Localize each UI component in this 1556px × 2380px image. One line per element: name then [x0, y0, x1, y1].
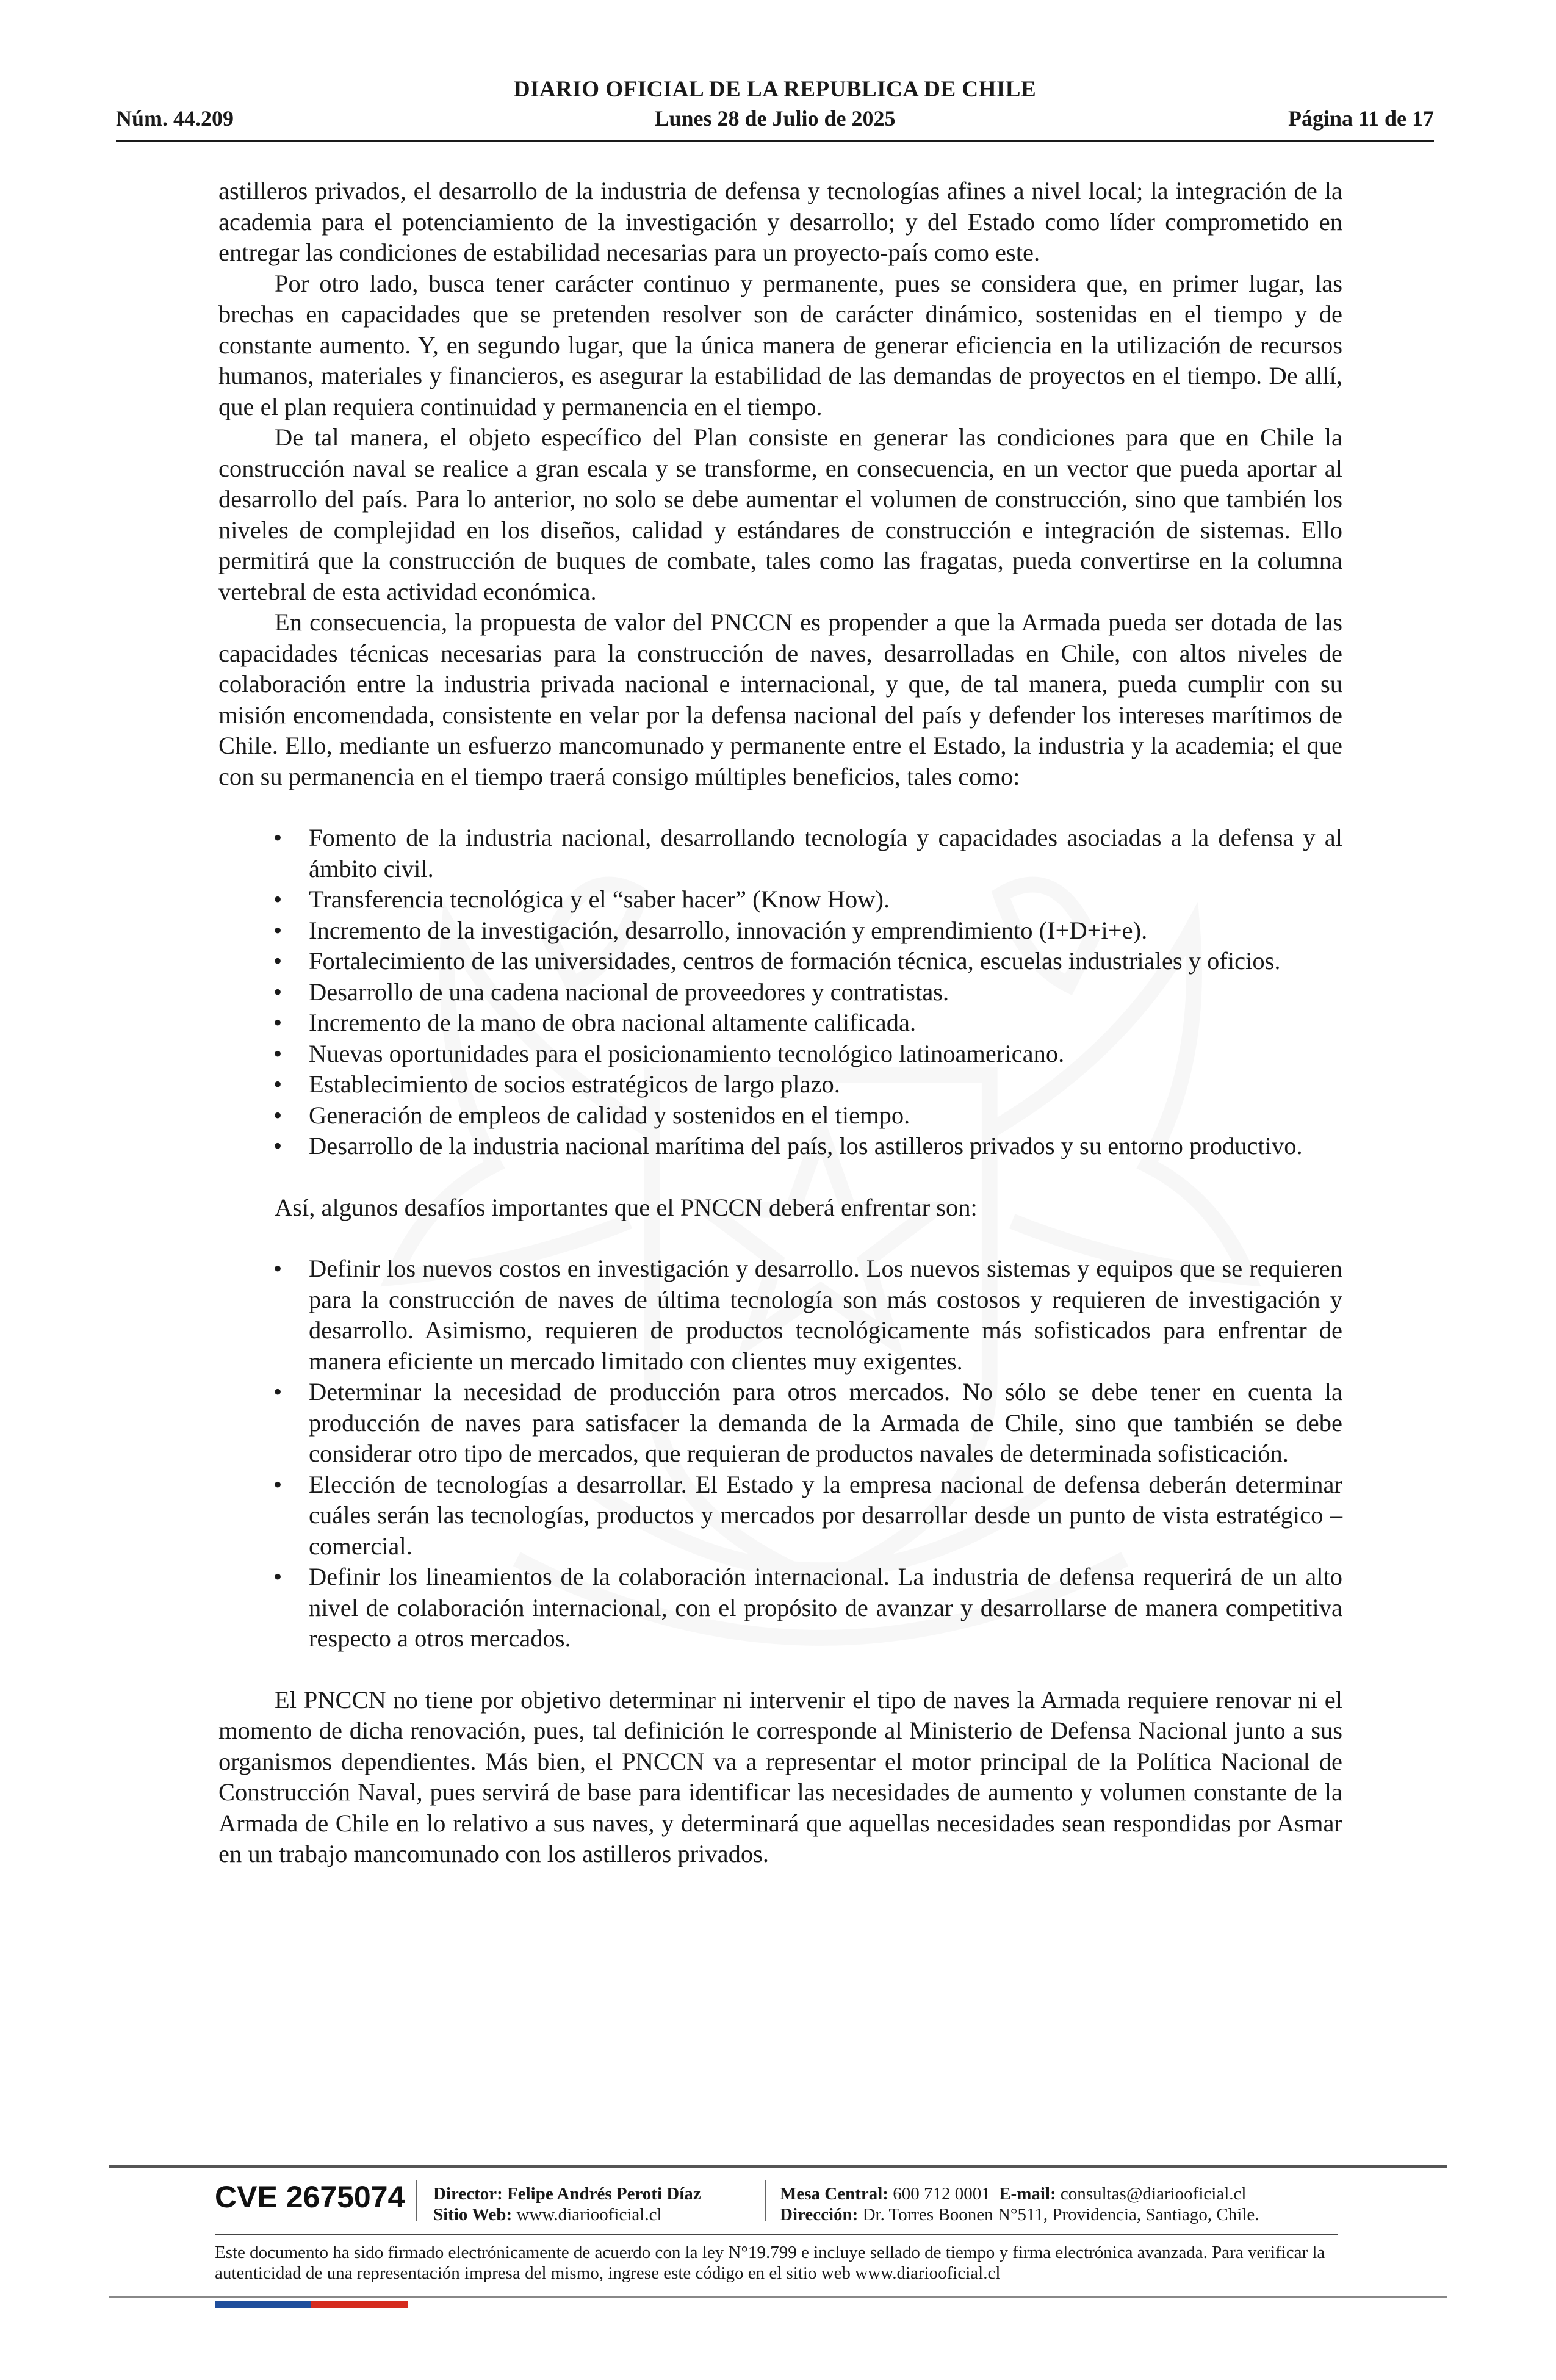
- page-header: [116, 76, 1434, 146]
- director-label: Director:: [433, 2184, 503, 2204]
- list-item: [218, 977, 1342, 1008]
- footer-director-block: [433, 2183, 701, 2225]
- list-item-text: Elección de tecnologías a desarrollar. El Estado y la empresa nacional de defensa deberán determinar cuáles serán las tecnologías, productos y mercados por desarrollar desde un punto de vista estratégico – comercial.: [309, 1470, 1342, 1560]
- article-body: [218, 176, 1342, 1870]
- phone-label: Mesa Central:: [780, 2184, 888, 2204]
- list-item: [218, 1377, 1342, 1469]
- bullet-icon: •: [273, 1009, 283, 1036]
- flag-stripe-blue: [215, 2301, 311, 2308]
- cve-code: CVE 2675074: [215, 2180, 405, 2214]
- contact-line: [780, 2183, 1259, 2204]
- list-item-text: Incremento de la mano de obra nacional altamente calificada.: [309, 1009, 917, 1036]
- address-line: [780, 2204, 1259, 2225]
- bullet-icon: •: [273, 1132, 283, 1159]
- paragraph: En consecuencia, la propuesta de valor del PNCCN es propender a que la Armada pueda ser dotada de las capacidades técnicas necesarias para la construcción de naves, desarrolladas en Chile, con altos niveles de colaboración entre la industria privada nacional e internacional, y que, de tal manera, pueda cumplir con su misión encomendada, consistente en velar por la defensa nacional del país y defender los intereses marítimos de Chile. Ello, mediante un esfuerzo mancomunado y permanente entre el Estado, la industria y la academia; el que con su permanencia en el tiempo traerá consigo múltiples beneficios, tales como:: [218, 608, 1342, 790]
- list-item: [218, 1069, 1342, 1100]
- footer-contact-block: [780, 2183, 1259, 2225]
- list-item: [218, 1100, 1342, 1131]
- benefits-list: [218, 823, 1342, 1162]
- paragraph: Por otro lado, busca tener carácter continuo y permanente, pues se considera que, en primer lugar, las brechas en capacidades que se pretenden resolver son de carácter dinámico, sostenidas en el tiempo y de constante aumento. Y, en segundo lugar, que la única manera de generar eficiencia en la utilización de recursos humanos, materiales y financieros, es asegurar la estabilidad de las demandas de proyectos en el tiempo. De allí, que el plan requiera continuidad y permanencia en el tiempo.: [218, 269, 1342, 420]
- footer-divider: [215, 2234, 1338, 2235]
- bullet-icon: •: [273, 916, 283, 944]
- bullet-icon: •: [273, 947, 283, 975]
- list-item-text: Fortalecimiento de las universidades, centros de formación técnica, escuelas industriales y oficios.: [309, 947, 1281, 975]
- list-item-text: Establecimiento de socios estratégicos de largo plazo.: [309, 1070, 840, 1098]
- bullet-icon: •: [273, 1255, 283, 1282]
- list-item-text: Desarrollo de una cadena nacional de proveedores y contratistas.: [309, 978, 949, 1006]
- footer-divider: [109, 2165, 1447, 2168]
- bullet-icon: •: [273, 885, 283, 913]
- bullet-icon: •: [273, 978, 283, 1006]
- bullet-icon: •: [273, 1039, 283, 1067]
- phone-number: 600 712 0001: [893, 2184, 990, 2204]
- list-item: [218, 1469, 1342, 1562]
- paragraph: El PNCCN no tiene por objetivo determinar ni intervenir el tipo de naves la Armada requiere renovar ni el momento de dicha renovación, pues, tal definición le corresponde al Ministerio de Defensa Nacional junto a sus organismos dependientes. Más bien, el PNCCN va a representar el motor principal de la Política Nacional de Construcción Naval, pues servirá de base para identificar las necesidades de aumento y volumen constante de la Armada de Chile en lo relativo a sus naves, y determinará que aquellas necesidades sean respondidas por Asmar en un trabajo mancomunado con los astilleros privados.: [218, 1686, 1342, 1867]
- email-label: E-mail:: [999, 2184, 1056, 2204]
- list-item-text: Incremento de la investigación, desarrollo, innovación y emprendimiento (I+D+i+e).: [309, 916, 1148, 944]
- list-item: [218, 915, 1342, 947]
- director-name: Felipe Andrés Peroti Díaz: [507, 2184, 701, 2204]
- flag-stripe-red: [311, 2301, 408, 2308]
- list-item: [218, 1253, 1342, 1377]
- bullet-icon: •: [273, 1101, 283, 1129]
- legal-notice: Este documento ha sido firmado electrónicamente de acuerdo con la ley N°19.799 e incluye sellado de tiempo y firma electrónica avanzada. Para verificar la autenticidad de una representación impresa del mismo, ingrese este código en el sitio web www.diariooficial.cl: [215, 2243, 1325, 2283]
- website-label: Sitio Web:: [433, 2205, 513, 2224]
- director-line: [433, 2183, 701, 2204]
- newspaper-title: DIARIO OFICIAL DE LA REPUBLICA DE CHILE: [513, 77, 1037, 102]
- bullet-icon: •: [273, 824, 283, 851]
- header-divider: [116, 140, 1434, 142]
- list-item-text: Determinar la necesidad de producción para otros mercados. No sólo se debe tener en cuenta la producción de naves para satisfacer la demanda de la Armada de Chile, sino que también se debe considerar otro tipo de mercados, que requieran de productos navales de determinada sofisticación.: [309, 1378, 1342, 1467]
- bullet-icon: •: [273, 1563, 283, 1590]
- footer-separator: [765, 2180, 766, 2221]
- list-item: [218, 823, 1342, 884]
- spacer: [218, 1162, 1342, 1192]
- list-item-text: Definir los lineamientos de la colaboración internacional. La industria de defensa requerirá de un alto nivel de colaboración internacional, con el propósito de avanzar y desarrollarse de manera competitiva respecto a otros mercados.: [309, 1563, 1342, 1652]
- spacer: [218, 1654, 1342, 1685]
- paragraph: astilleros privados, el desarrollo de la industria de defensa y tecnologías afines a nivel local; la integración de la academia para el potenciamiento de la investigación y desarrollo; y del Estado como líder comprometido en entregar las condiciones de estabilidad necesarias para un proyecto-país como este.: [218, 177, 1342, 266]
- list-item: [218, 946, 1342, 977]
- list-item-text: Desarrollo de la industria nacional marítima del país, los astilleros privados y su entorno productivo.: [309, 1132, 1303, 1159]
- issue-date: Lunes 28 de Julio de 2025: [654, 106, 896, 131]
- list-item: [218, 1008, 1342, 1039]
- list-item-text: Nuevas oportunidades para el posicionamiento tecnológico latinoamericano.: [309, 1039, 1065, 1067]
- website-line: [433, 2204, 701, 2225]
- issue-number: Núm. 44.209: [116, 106, 234, 131]
- bullet-icon: •: [273, 1470, 283, 1498]
- bullet-icon: •: [273, 1070, 283, 1098]
- email-link[interactable]: consultas@diariooficial.cl: [1060, 2184, 1247, 2204]
- list-item: [218, 884, 1342, 915]
- paragraph: De tal manera, el objeto específico del Plan consiste en generar las condiciones para que en Chile la construcción naval se realice a gran escala y se transforme, en consecuencia, en un vector que pueda aportar al desarrollo del país. Para lo anterior, no solo se debe aumentar el volumen de construcción, sino que también los niveles de complejidad en los diseños, calidad y estándares de construcción e integración de sistemas. Ello permitirá que la construcción de buques de combate, tales como las fragatas, pueda convertirse en la columna vertebral de esta actividad económica.: [218, 424, 1342, 605]
- footer-separator: [416, 2180, 417, 2221]
- list-item-text: Transferencia tecnológica y el “saber hacer” (Know How).: [309, 885, 890, 913]
- address-label: Dirección:: [780, 2205, 859, 2224]
- bullet-icon: •: [273, 1378, 283, 1405]
- list-item-text: Fomento de la industria nacional, desarrollando tecnología y capacidades asociadas a la defensa y al ámbito civil.: [309, 824, 1342, 882]
- list-item-text: Definir los nuevos costos en investigación y desarrollo. Los nuevos sistemas y equipos que se requieren para la construcción de naves de última tecnología son más costosos y requieren de investigación y desarrollo. Asimismo, requieren de productos tecnológicamente más sofisticados para enfrentar de manera eficiente un mercado limitado con clientes muy exigentes.: [309, 1255, 1342, 1375]
- page-number: Página 11 de 17: [1288, 106, 1434, 131]
- website-link[interactable]: www.diariooficial.cl: [516, 2205, 662, 2224]
- paragraph: Así, algunos desafíos importantes que el PNCCN deberá enfrentar son:: [275, 1193, 978, 1221]
- list-item: [218, 1562, 1342, 1654]
- spacer: [218, 792, 1342, 823]
- challenges-list: [218, 1253, 1342, 1654]
- list-item: [218, 1131, 1342, 1162]
- spacer: [218, 1223, 1342, 1253]
- list-item: [218, 1039, 1342, 1070]
- address-text: Dr. Torres Boonen N°511, Providencia, Santiago, Chile.: [862, 2205, 1259, 2224]
- list-item-text: Generación de empleos de calidad y sostenidos en el tiempo.: [309, 1101, 910, 1129]
- footer-divider: [109, 2296, 1447, 2298]
